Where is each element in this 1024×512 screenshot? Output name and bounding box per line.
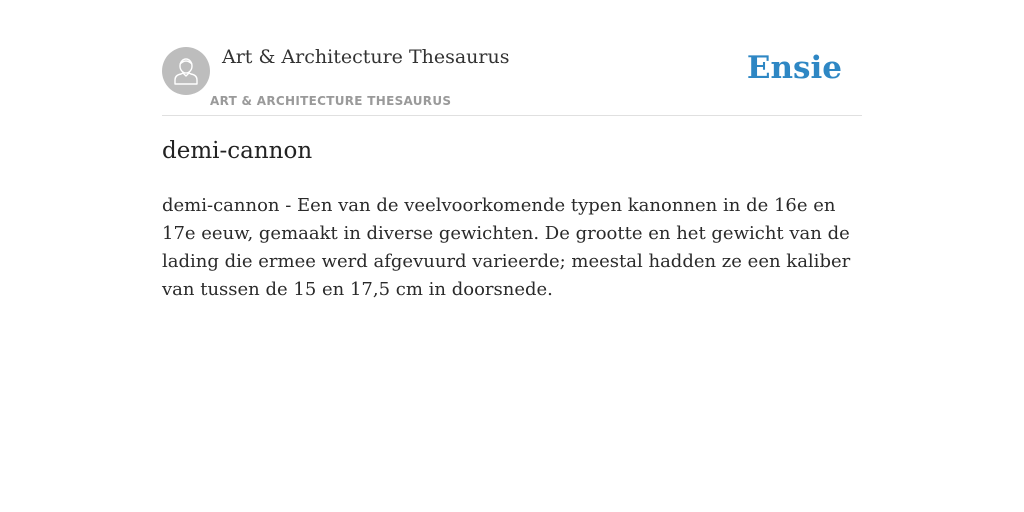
header <box>162 40 862 116</box>
user-silhouette-icon <box>174 57 198 85</box>
author-name[interactable]: Art & Architecture Thesaurus <box>222 46 510 68</box>
ensie-logo[interactable]: Ensie <box>746 50 842 86</box>
author-subtitle[interactable]: ART & ARCHITECTURE THESAURUS <box>210 94 452 108</box>
entry-text: demi-cannon - Een van de veelvoorkomende typen kanonnen in de 16e en 17e eeuw, gemaakt in diverse gewichten. De grootte en het gewicht van de lading die ermee werd afgevuurd varieerde; meestal hadden ze een kaliber van tussen de 15 en 17,5 cm in doorsnede. <box>162 195 851 300</box>
entry-title: demi-cannon <box>162 138 313 164</box>
avatar[interactable] <box>162 47 210 95</box>
